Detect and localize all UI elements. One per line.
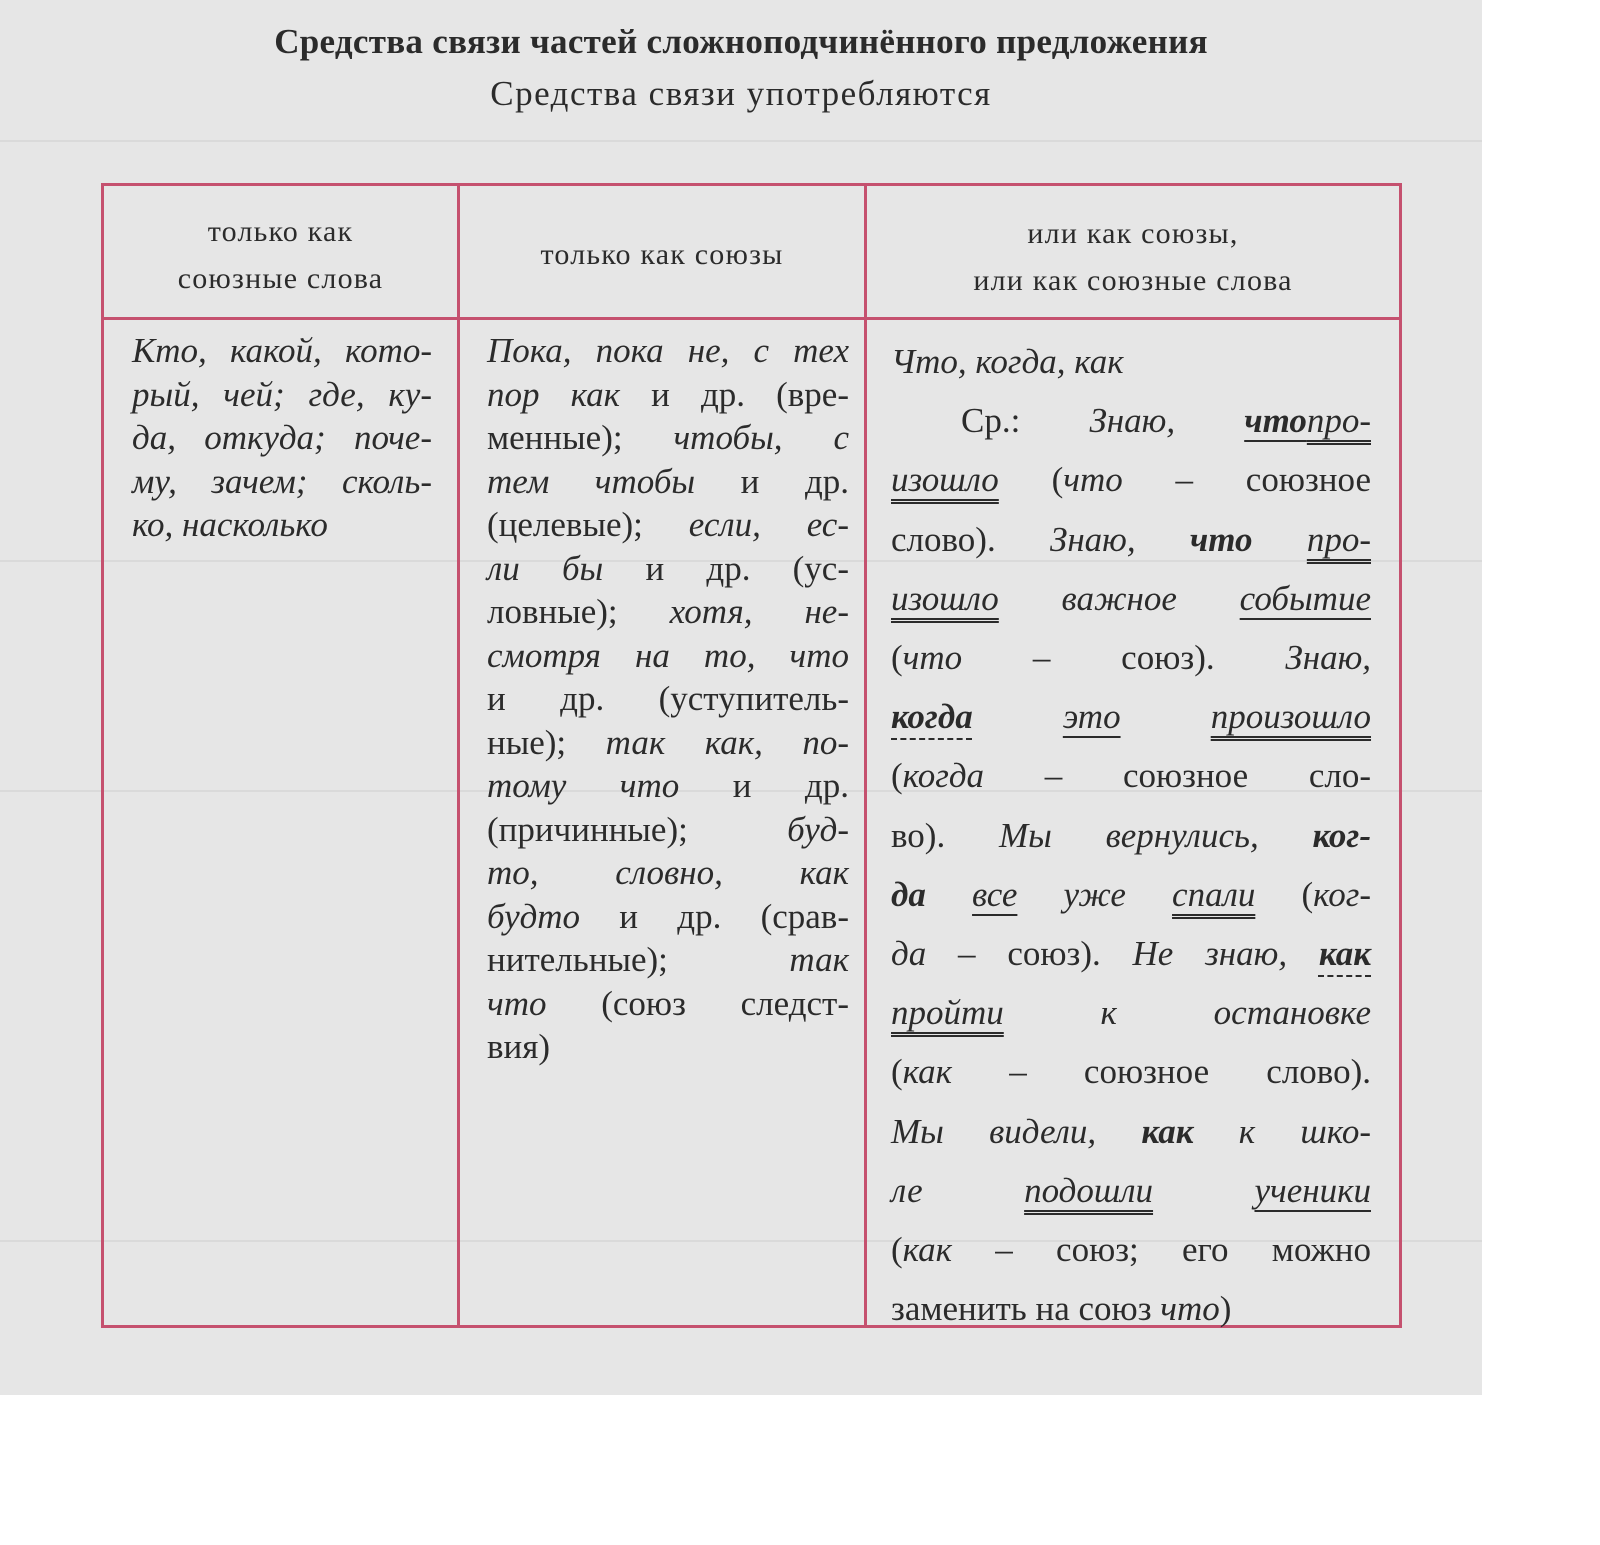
text-fragment: изошло bbox=[891, 578, 999, 618]
text-line bbox=[891, 332, 1371, 391]
text-fragment: Знаю, bbox=[1049, 519, 1190, 559]
text-fragment: ) bbox=[1219, 1289, 1232, 1329]
text-fragment: ( bbox=[891, 1052, 903, 1092]
text-line bbox=[487, 1025, 849, 1069]
text-fragment: событие bbox=[1239, 578, 1371, 618]
text-line bbox=[487, 416, 849, 460]
text-fragment: да bbox=[891, 934, 927, 974]
text-fragment: будто bbox=[487, 896, 581, 936]
text-fragment: во). bbox=[891, 815, 999, 855]
text-line bbox=[891, 983, 1371, 1042]
text-fragment: – союзное bbox=[1122, 460, 1371, 500]
text-fragment: ког- bbox=[1312, 815, 1371, 855]
text-fragment: смотря на то, что bbox=[487, 635, 849, 675]
text-fragment: ( bbox=[1255, 874, 1314, 914]
text-fragment: ( bbox=[998, 460, 1064, 500]
text-fragment: произошло bbox=[1210, 697, 1372, 737]
text-line bbox=[891, 1042, 1371, 1101]
text-fragment: ког- bbox=[1313, 874, 1372, 914]
text-fragment: ко, насколько bbox=[132, 505, 328, 544]
text-line bbox=[891, 746, 1371, 805]
column-divider bbox=[864, 186, 867, 1325]
text-line bbox=[487, 851, 849, 895]
text-fragment: – союзное сло- bbox=[984, 756, 1371, 796]
text-fragment: Пока, пока не, с тех bbox=[487, 331, 849, 370]
text-line bbox=[487, 460, 849, 504]
text-fragment: му, зачем; сколь- bbox=[132, 461, 432, 501]
text-fragment: когда bbox=[891, 697, 973, 737]
text-fragment: слово). bbox=[891, 519, 1050, 559]
header-text: или как союзные слова bbox=[973, 263, 1293, 297]
text-fragment: подошли bbox=[1024, 1170, 1154, 1210]
text-fragment: нительные); bbox=[487, 940, 790, 979]
text-line bbox=[132, 503, 432, 547]
text-fragment: про- bbox=[1306, 519, 1371, 559]
text-line bbox=[132, 460, 432, 504]
text-fragment: важное bbox=[998, 578, 1240, 618]
text-line bbox=[487, 938, 849, 982]
text-fragment: Кто, какой, кото- bbox=[132, 331, 432, 370]
text-line bbox=[891, 687, 1371, 746]
text-line bbox=[487, 764, 849, 808]
text-line bbox=[891, 628, 1371, 687]
text-fragment: вия) bbox=[487, 1027, 551, 1066]
cell-conjunctions-list bbox=[487, 329, 849, 1069]
text-fragment: пройти bbox=[891, 993, 1004, 1033]
text-fragment: ли бы bbox=[487, 548, 604, 588]
means-of-connection-table bbox=[101, 183, 1402, 1328]
text-line bbox=[132, 416, 432, 460]
text-fragment: Что, когда, как bbox=[891, 342, 1124, 381]
text-fragment: (целевые); bbox=[487, 505, 689, 544]
text-line bbox=[487, 373, 849, 417]
text-fragment: буд- bbox=[787, 809, 849, 849]
text-fragment: все bbox=[972, 874, 1018, 914]
text-line bbox=[487, 503, 849, 547]
text-line bbox=[487, 982, 849, 1026]
cell-conjunctive-words-list bbox=[132, 329, 432, 547]
text-fragment: да bbox=[891, 874, 926, 914]
text-fragment: к шко- bbox=[1193, 1111, 1371, 1151]
text-fragment: что bbox=[1244, 401, 1307, 441]
text-line bbox=[891, 1220, 1371, 1279]
text-fragment: что bbox=[487, 983, 547, 1023]
text-fragment: ( bbox=[891, 756, 903, 796]
text-fragment: – союз; его можно bbox=[952, 1230, 1371, 1270]
text-fragment: менные); bbox=[487, 418, 674, 457]
text-fragment: это bbox=[1062, 697, 1121, 737]
text-fragment: ловные); bbox=[487, 592, 670, 631]
text-fragment: ные); bbox=[487, 722, 606, 762]
text-fragment: что bbox=[1189, 519, 1253, 559]
page-subtitle: Средства связи употребляются bbox=[490, 74, 992, 113]
header-text: союзные слова bbox=[177, 261, 384, 295]
text-line bbox=[891, 1279, 1371, 1338]
text-line bbox=[132, 373, 432, 417]
text-fragment: да, откуда; поче- bbox=[132, 418, 432, 457]
bleed-line bbox=[0, 140, 1482, 142]
text-line bbox=[891, 806, 1371, 865]
text-fragment: заменить на союз bbox=[891, 1289, 1161, 1329]
text-fragment: ( bbox=[891, 638, 903, 678]
text-fragment: чтобы, с bbox=[673, 418, 849, 457]
text-fragment: что bbox=[902, 638, 963, 678]
text-fragment: то, словно, как bbox=[487, 853, 849, 892]
text-fragment: уже bbox=[1017, 874, 1173, 914]
text-fragment: (союз следст- bbox=[546, 983, 849, 1023]
text-line bbox=[132, 329, 432, 373]
text-fragment: – союзное слово). bbox=[952, 1052, 1371, 1092]
text-line bbox=[487, 634, 849, 678]
text-fragment: спали bbox=[1172, 874, 1256, 914]
page-title: Средства связи частей сложноподчинённого предложения bbox=[274, 22, 1208, 61]
text-fragment: рый, чей; где, ку- bbox=[132, 374, 432, 414]
text-line bbox=[891, 450, 1371, 509]
text-fragment: и др. (уступитель- bbox=[487, 679, 849, 718]
text-fragment: Знаю, bbox=[1285, 638, 1371, 678]
text-fragment: ( bbox=[891, 1230, 903, 1270]
text-fragment: так bbox=[789, 940, 849, 979]
text-fragment: изошло bbox=[891, 460, 999, 500]
text-line bbox=[891, 569, 1371, 628]
text-line bbox=[487, 895, 849, 939]
text-line bbox=[487, 808, 849, 852]
text-fragment: и др. bbox=[695, 461, 850, 501]
text-fragment: Знаю, bbox=[1089, 401, 1245, 441]
header-only-conjunctive-words bbox=[104, 186, 457, 323]
text-fragment: и др. bbox=[679, 766, 849, 805]
text-fragment: хотя, не- bbox=[669, 592, 849, 631]
text-fragment: что bbox=[1160, 1289, 1220, 1329]
text-line bbox=[487, 547, 849, 591]
header-text: или как союзы, bbox=[1027, 216, 1239, 250]
text-fragment: что bbox=[1063, 460, 1123, 500]
text-fragment: (причинные); bbox=[487, 809, 788, 849]
text-fragment: тому что bbox=[487, 766, 680, 805]
text-fragment: Мы вернулись, bbox=[998, 815, 1313, 855]
text-fragment: и др. (срав- bbox=[580, 896, 849, 936]
text-line bbox=[891, 510, 1371, 569]
text-line bbox=[487, 329, 849, 373]
text-fragment: ученики bbox=[1254, 1170, 1371, 1210]
header-text: только как bbox=[207, 214, 354, 248]
text-fragment: пор как bbox=[487, 374, 620, 414]
text-fragment: как bbox=[1141, 1111, 1194, 1151]
text-fragment: и др. (ус- bbox=[603, 548, 849, 588]
cell-dual-use-examples bbox=[891, 332, 1371, 1338]
text-fragment: – союз). bbox=[926, 934, 1133, 974]
text-fragment: про- bbox=[1306, 401, 1371, 441]
text-line bbox=[487, 590, 849, 634]
text-line bbox=[487, 677, 849, 721]
text-line bbox=[891, 924, 1371, 983]
text-line bbox=[891, 1102, 1371, 1161]
text-fragment: и др. (вре- bbox=[620, 374, 849, 414]
header-text: только как союзы bbox=[540, 238, 784, 271]
text-fragment: когда bbox=[902, 756, 985, 796]
text-line bbox=[891, 1161, 1371, 1220]
text-line bbox=[891, 865, 1371, 924]
text-fragment: к остановке bbox=[1003, 993, 1371, 1033]
text-fragment: ле bbox=[891, 1170, 1025, 1210]
text-fragment: как bbox=[1318, 934, 1371, 974]
text-line bbox=[891, 391, 1371, 450]
text-fragment: тем чтобы bbox=[487, 461, 696, 501]
text-fragment: Не знаю, bbox=[1132, 934, 1319, 974]
text-line bbox=[487, 721, 849, 765]
text-fragment: Мы видели, bbox=[891, 1111, 1142, 1151]
text-fragment: так как, по- bbox=[605, 722, 849, 762]
header-only-conjunctions bbox=[460, 186, 864, 323]
text-fragment: – союз). bbox=[962, 638, 1286, 678]
header-conjunctions-or-conjunctive-words bbox=[867, 186, 1399, 323]
text-fragment: как bbox=[902, 1052, 953, 1092]
text-fragment: как bbox=[902, 1230, 953, 1270]
text-fragment: Ср.: bbox=[961, 401, 1090, 441]
text-fragment: если, ес- bbox=[688, 505, 849, 544]
column-divider bbox=[457, 186, 460, 1325]
